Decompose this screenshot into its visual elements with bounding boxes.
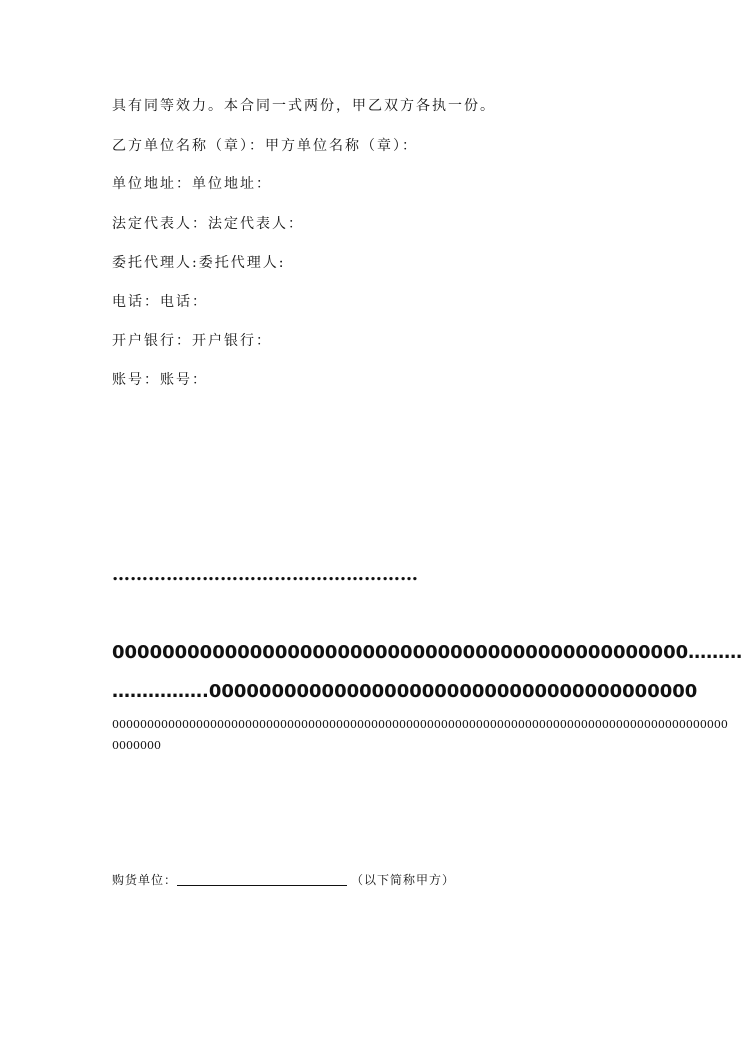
buyer-line xyxy=(112,869,455,888)
contract-line-legal-rep: 法定代表人：法定代表人： xyxy=(112,216,304,232)
placeholder-small-line-2: 0000000 xyxy=(112,739,161,752)
placeholder-line-1: 0000000000000000000000000000000000000000000000……… xyxy=(112,642,743,663)
buyer-suffix: （以下简称甲方） xyxy=(351,873,456,887)
placeholder-line-2: …………….000000000000000000000000000000000000000 xyxy=(112,681,698,702)
buyer-blank-field[interactable] xyxy=(177,871,347,886)
contract-line-agent: 委托代理人:委托代理人: xyxy=(112,255,286,271)
contract-line-address: 单位地址：单位地址： xyxy=(112,176,272,192)
buyer-label: 购货单位： xyxy=(112,873,178,887)
contract-line-phone: 电话：电话： xyxy=(112,294,208,310)
contract-line-party-names: 乙方单位名称（章）：甲方单位名称（章）： xyxy=(112,138,418,154)
placeholder-small-line-1: 0000000000000000000000000000000000000000000000000000000000000000000000000000000000000000 xyxy=(112,718,728,731)
contract-line-bank: 开户银行：开户银行： xyxy=(112,333,272,349)
contract-line-effect: 具有同等效力。本合同一式两份，甲乙双方各执一份。 xyxy=(112,98,496,114)
contract-line-account: 账号：账号： xyxy=(112,372,208,388)
separator-dots: …………………………………………… xyxy=(112,564,418,585)
